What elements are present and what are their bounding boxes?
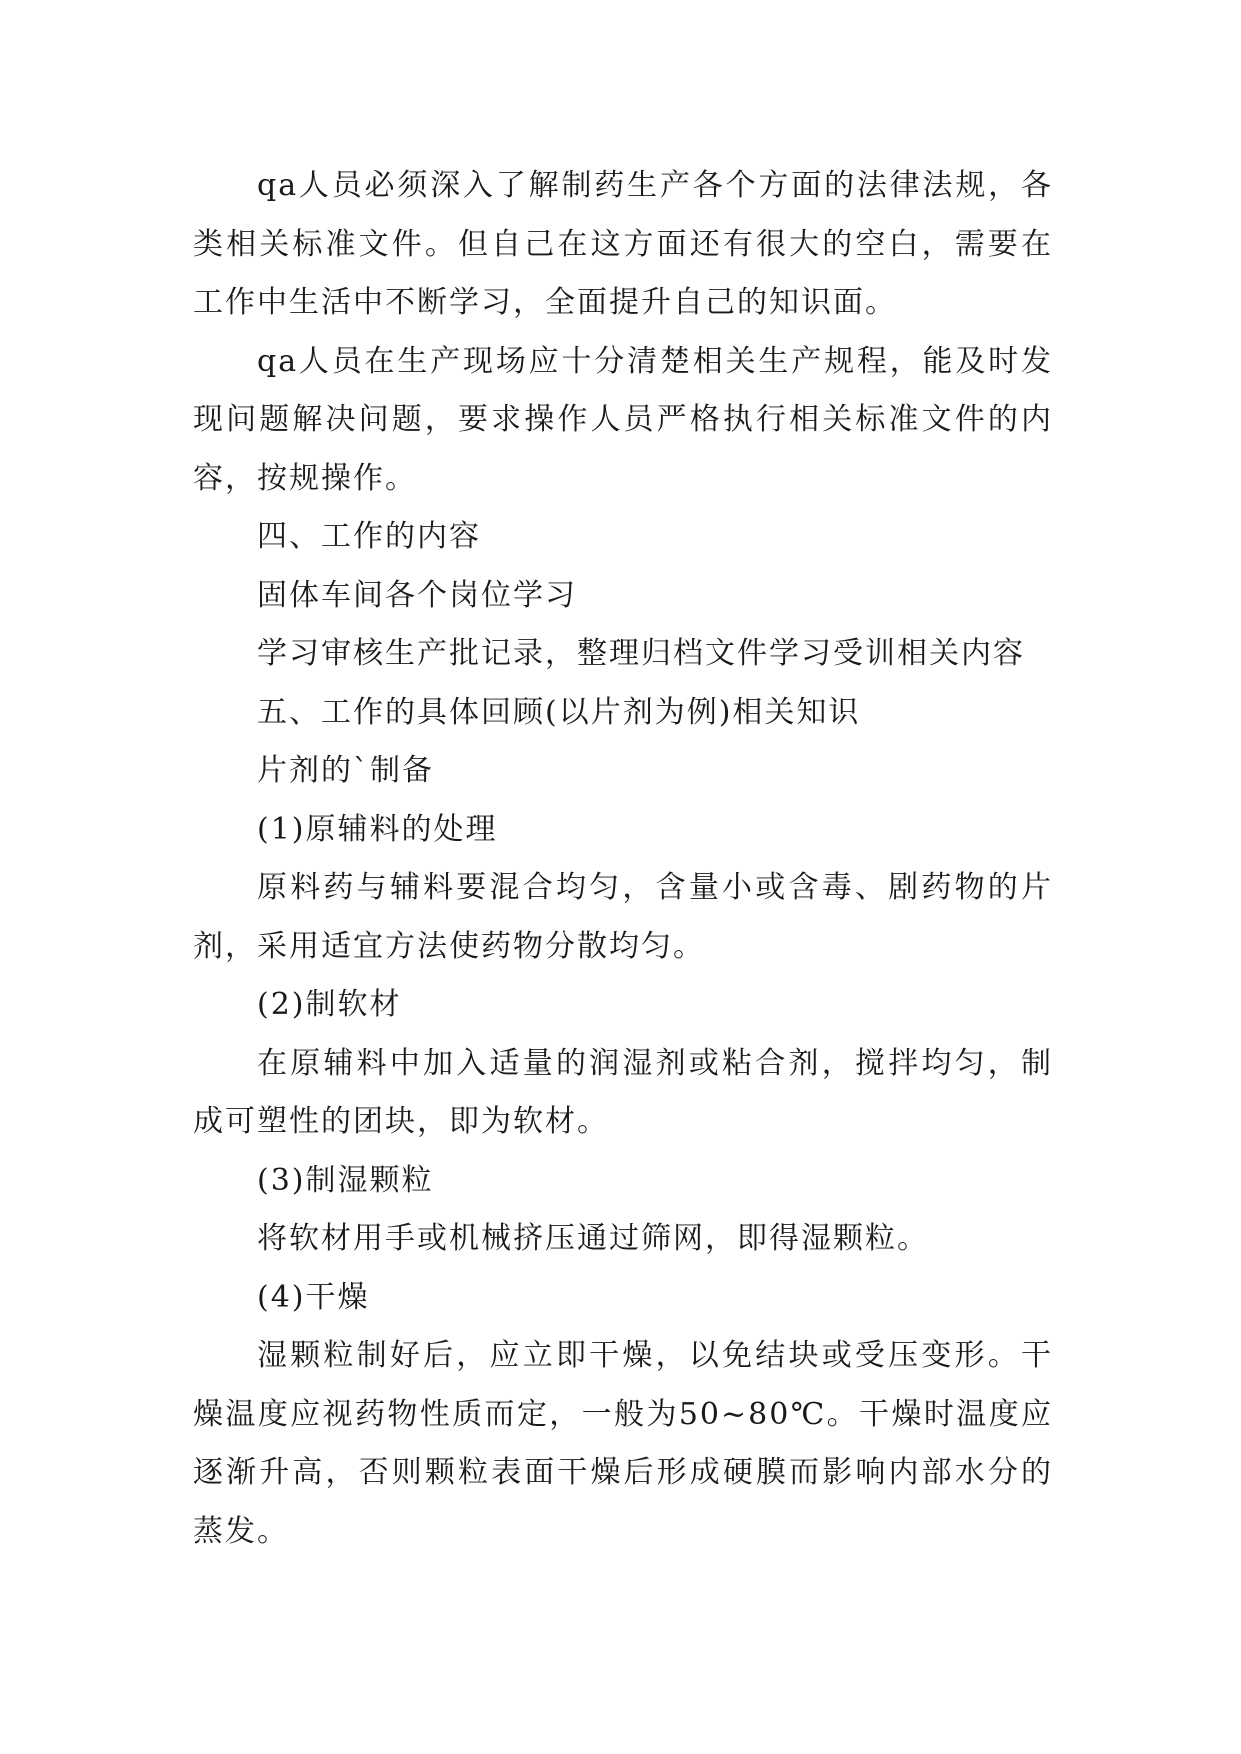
subheading-drying: (4)干燥 (257, 1279, 370, 1315)
document-body (193, 157, 1053, 1561)
subheading-wet-granules: (3)制湿颗粒 (257, 1162, 434, 1198)
subheading-raw-materials: (1)原辅料的处理 (257, 811, 498, 847)
paragraph-tablet-prep: 片剂的`制备 (257, 753, 434, 788)
paragraph-qa-onsite: qa人员在生产现场应十分清楚相关生产规程，能及时发现问题解决问题，要求操作人员严格执行相关标准文件的内容，按规操作。 (193, 343, 1053, 496)
heading-work-review: 五、工作的具体回顾(以片剂为例)相关知识 (257, 694, 861, 730)
paragraph-wet-granules: 将软材用手或机械挤压通过筛网，即得湿颗粒。 (257, 1221, 929, 1256)
subheading-soft-material: (2)制软材 (257, 987, 402, 1022)
paragraph-raw-materials: 原料药与辅料要混合均匀，含量小或含毒、剧药物的片剂，采用适宜方法使药物分散均匀。 (193, 870, 1053, 964)
paragraph-batch-records: 学习审核生产批记录，整理归档文件学习受训相关内容 (257, 636, 1025, 671)
paragraph-solid-workshop: 固体车间各个岗位学习 (257, 577, 577, 613)
paragraph-drying: 湿颗粒制好后，应立即干燥，以免结块或受压变形。干燥温度应视药物性质而定，一般为50~80℃。干燥时温度应逐渐升高，否则颗粒表面干燥后形成硬膜而影响内部水分的蒸发。 (193, 1338, 1053, 1549)
paragraph-qa-regulations: qa人员必须深入了解制药生产各个方面的法律法规，各类相关标准文件。但自己在这方面还有很大的空白，需要在工作中生活中不断学习，全面提升自己的知识面。 (193, 168, 1053, 320)
heading-work-content: 四、工作的内容 (257, 519, 481, 554)
paragraph-soft-material: 在原辅料中加入适量的润湿剂或粘合剂，搅拌均匀，制成可塑性的团块，即为软材。 (193, 1045, 1053, 1139)
